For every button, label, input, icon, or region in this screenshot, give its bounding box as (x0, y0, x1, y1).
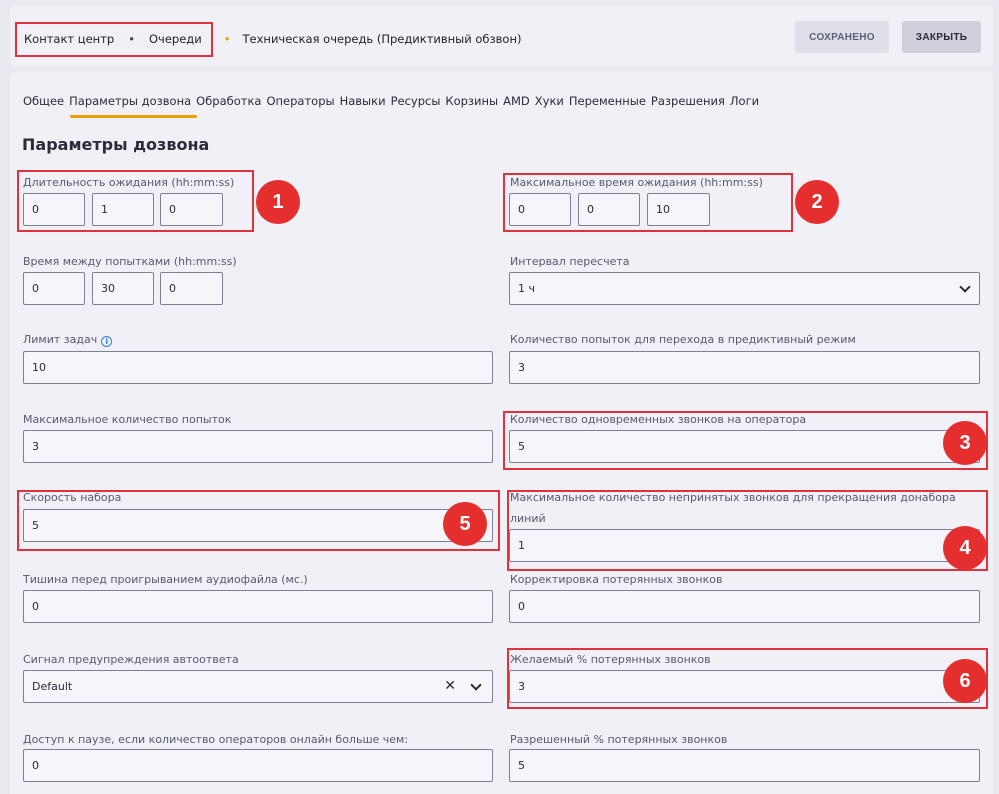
attempts-to-predictive-label: Количество попыток для перехода в предиктивный режим (510, 333, 856, 346)
tab-baskets[interactable]: Корзины (445, 94, 499, 108)
wait-duration-label: Длительность ожидания (hh:mm:ss) (23, 176, 235, 189)
active-tab-indicator (70, 115, 197, 118)
wait-duration-hours-input[interactable]: 0 (23, 193, 85, 226)
tab-operators[interactable]: Операторы (266, 94, 335, 108)
task-limit-label (23, 333, 112, 347)
max-unanswered-label-line2: линий (510, 512, 546, 525)
autoanswer-signal-label: Сигнал предупреждения автоответа (23, 653, 239, 666)
max-wait-hours-input[interactable]: 0 (509, 193, 571, 226)
info-icon[interactable]: i (101, 336, 112, 347)
wait-duration-seconds-input[interactable]: 0 (160, 193, 223, 226)
recalc-interval-value: 1 ч (518, 282, 535, 295)
chevron-down-icon (959, 281, 970, 292)
task-limit-input[interactable]: 10 (23, 351, 493, 384)
breadcrumb-contact-center[interactable]: Контакт центр (24, 32, 115, 46)
silence-before-audio-label: Тишина перед проигрыванием аудиофайла (мс.) (23, 573, 308, 586)
silence-before-audio-input[interactable]: 0 (23, 590, 493, 623)
task-limit-label-text: Лимит задач (23, 333, 98, 346)
badge-6: 6 (943, 659, 987, 703)
lost-calls-correction-label: Корректировка потерянных звонков (510, 573, 723, 586)
desired-lost-pct-label: Желаемый % потерянных звонков (510, 653, 711, 666)
breadcrumb-current: Техническая очередь (Предиктивный обзвон) (242, 32, 522, 46)
badge-4: 4 (943, 526, 987, 570)
retry-interval-minutes-input[interactable]: 30 (92, 272, 154, 305)
badge-1: 1 (256, 180, 300, 224)
tab-dial-params[interactable]: Параметры дозвона (69, 94, 192, 108)
tab-bar (23, 94, 764, 108)
concurrent-calls-label: Количество одновременных звонков на оператора (510, 413, 807, 426)
max-unanswered-label-line1: Максимальное количество непринятых звонков для прекращения донабора (510, 491, 956, 504)
max-attempts-input[interactable]: 3 (23, 430, 493, 463)
dial-speed-label: Скорость набора (23, 491, 122, 504)
chevron-down-icon[interactable] (470, 679, 481, 690)
pause-access-input[interactable]: 0 (23, 749, 493, 782)
pause-access-label: Доступ к паузе, если количество операторов онлайн больше чем: (23, 733, 409, 746)
retry-interval-seconds-input[interactable]: 0 (160, 272, 223, 305)
breadcrumb-queues[interactable]: Очереди (148, 32, 202, 46)
concurrent-calls-input[interactable]: 5 (509, 430, 980, 463)
recalc-interval-select[interactable] (509, 272, 980, 305)
recalc-interval-label: Интервал пересчета (510, 255, 630, 268)
badge-5: 5 (443, 502, 487, 546)
close-button[interactable]: ЗАКРЫТЬ (902, 21, 981, 53)
tab-skills[interactable]: Навыки (339, 94, 386, 108)
max-attempts-label: Максимальное количество попыток (23, 413, 232, 426)
tab-variables[interactable]: Переменные (568, 94, 646, 108)
badge-3: 3 (943, 421, 987, 465)
max-wait-seconds-input[interactable]: 10 (647, 193, 710, 226)
tab-amd[interactable]: AMD (503, 94, 530, 108)
tab-logs[interactable]: Логи (729, 94, 760, 108)
tab-general[interactable]: Общее (23, 94, 65, 108)
max-unanswered-input[interactable]: 1 (509, 529, 980, 562)
breadcrumb (24, 31, 521, 47)
tab-processing[interactable]: Обработка (196, 94, 262, 108)
desired-lost-pct-input[interactable]: 3 (509, 670, 980, 703)
section-title: Параметры дозвона (22, 135, 210, 154)
tab-resources[interactable]: Ресурсы (390, 94, 441, 108)
allowed-lost-pct-label: Разрешенный % потерянных звонков (510, 733, 728, 746)
badge-2: 2 (795, 180, 839, 224)
tab-permissions[interactable]: Разрешения (650, 94, 725, 108)
wait-duration-minutes-input[interactable]: 1 (92, 193, 154, 226)
autoanswer-signal-select[interactable] (23, 670, 493, 703)
dial-speed-input[interactable]: 5 (23, 509, 493, 542)
lost-calls-correction-input[interactable]: 0 (509, 590, 980, 623)
max-wait-minutes-input[interactable]: 0 (578, 193, 640, 226)
breadcrumb-separator: • (128, 32, 135, 46)
breadcrumb-separator: • (223, 32, 231, 46)
clear-icon[interactable]: ✕ (444, 678, 456, 694)
attempts-to-predictive-input[interactable]: 3 (509, 351, 980, 384)
retry-interval-label: Время между попытками (hh:mm:ss) (23, 255, 237, 268)
max-wait-label: Максимальное время ожидания (hh:mm:ss) (510, 176, 763, 189)
autoanswer-signal-value: Default (32, 680, 73, 693)
tab-hooks[interactable]: Хуки (534, 94, 564, 108)
retry-interval-hours-input[interactable]: 0 (23, 272, 85, 305)
allowed-lost-pct-input[interactable]: 5 (509, 749, 980, 782)
saved-button[interactable]: СОХРАНЕНО (795, 21, 889, 53)
